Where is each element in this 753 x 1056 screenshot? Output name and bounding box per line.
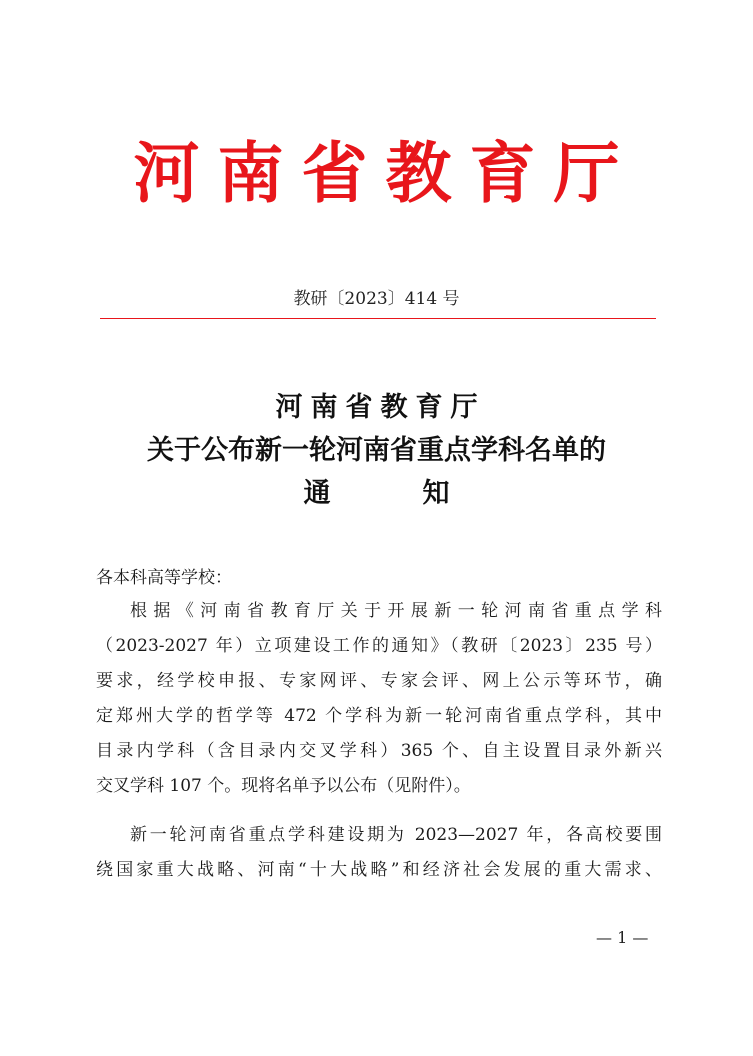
paragraph-line: 绕国家重大战略、河南“十大战略”和经济社会发展的重大需求、: [96, 860, 662, 880]
paragraph-line: 定郑州大学的哲学等 472 个学科为新一轮河南省重点学科，其中: [96, 706, 662, 726]
paragraph-1: [96, 594, 662, 804]
title-line-2: 关于公布新一轮河南省重点学科名单的: [147, 435, 606, 466]
title-line-1: 河南省教育厅: [275, 392, 486, 423]
paragraph-line: 根据《河南省教育厅关于开展新一轮河南省重点学科: [130, 601, 662, 621]
paragraph-line: 要求，经学校申报、专家网评、专家会评、网上公示等环节，确: [96, 671, 662, 691]
paragraph-line: （2023-2027 年）立项建设工作的通知》（教研〔2023〕235 号）: [96, 636, 662, 656]
title-word-1: 通: [303, 478, 331, 509]
page-number: — 1 —: [596, 928, 649, 947]
paragraph-2: [96, 818, 662, 888]
paragraph-line: 目录内学科（含目录内交叉学科）365 个、自主设置目录外新兴: [96, 741, 662, 761]
salutation: 各本科高等学校：: [96, 568, 232, 588]
red-divider-line: [100, 318, 656, 319]
paragraph-line: 新一轮河南省重点学科建设期为 2023—2027 年，各高校要围: [130, 825, 662, 845]
title-line-3: [0, 480, 753, 507]
paragraph-line: 交叉学科 107 个。现将名单予以公布（见附件）。: [96, 776, 471, 796]
document-number: 教研〔2023〕414 号: [293, 289, 460, 309]
agency-name: 河南省教育厅: [133, 134, 638, 212]
title-word-2: 知: [422, 478, 450, 509]
